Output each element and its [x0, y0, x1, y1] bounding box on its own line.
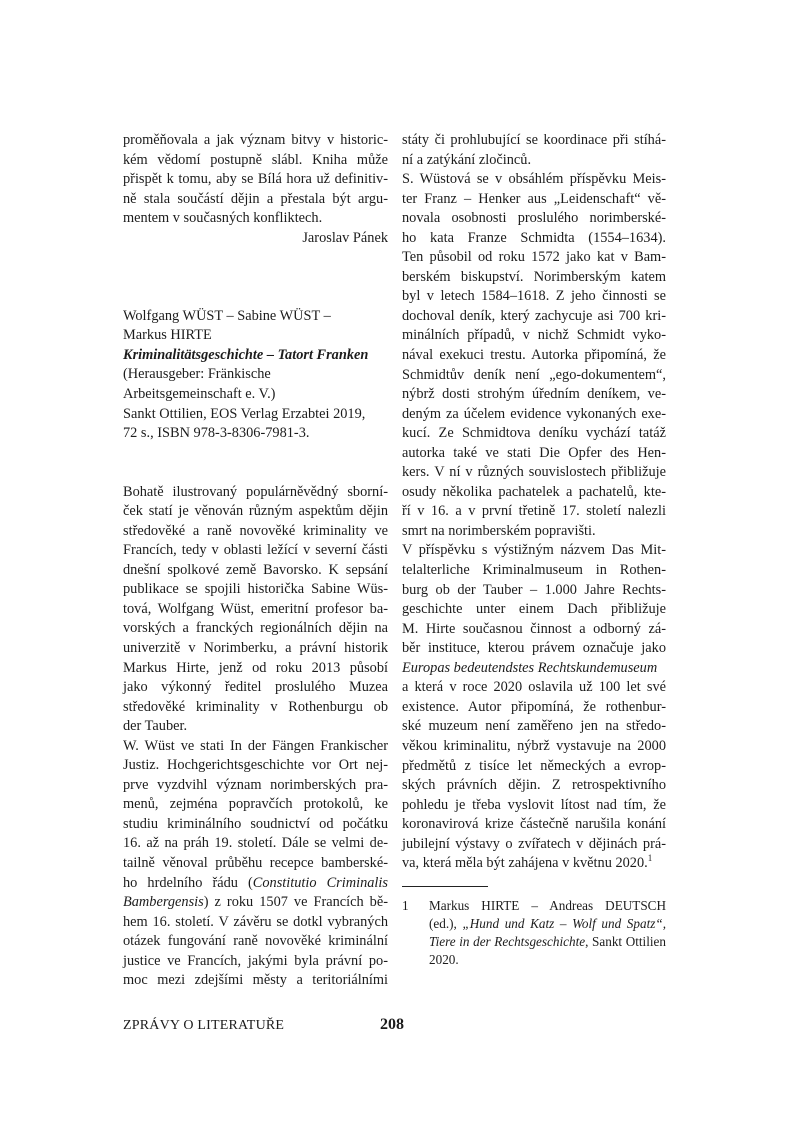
text-line: M. Hirte současnou činnost a odborný zá-: [402, 620, 666, 637]
text-line: [402, 854, 666, 874]
text-line: věkou kriminalitu, nýbrž vystavuje na 2000: [402, 737, 666, 754]
text-line: [429, 915, 666, 933]
review-end-paragraph: [123, 131, 388, 248]
text-line: berském biskupství. Norimberským katem: [402, 268, 666, 285]
text-line: autorka také ve stati Die Opfer des Hen-: [402, 444, 666, 461]
text-line: kucí. Ze Schmidtova deníku vychází tatáž: [402, 425, 666, 442]
text-line: dochoval deník, který zachycuje asi 700 kri-: [402, 307, 666, 324]
text-line: minálních případů, v nichž Schmidt vyko-: [402, 327, 666, 344]
citation-editor: (Herausgeber: Fränkische: [123, 366, 271, 383]
text-line: kers. V ní v různých souvislostech přibližuje: [402, 464, 666, 481]
text-line: smrt na norimberském popravišti.: [402, 522, 596, 539]
text-line: proměňovala a jak význam bitvy v historic-: [123, 132, 388, 148]
text-line: telalterliche Kriminalmuseum in Rothen-: [402, 562, 666, 579]
right-column: [402, 131, 666, 969]
citation-authors: Markus HIRTE: [123, 327, 212, 344]
citation-editor: Arbeitsgemeinschaft e. V.): [123, 385, 276, 402]
text-line: otázek fungování raně novověké kriminální: [123, 933, 388, 950]
text-line: hem 16. století. V závěru se dotkl vybraných: [123, 913, 388, 930]
text-line: Schmidtův deník není „ego-dokumentem“,: [402, 366, 666, 383]
text-line: V příspěvku s výstižným názvem Das Mit-: [402, 542, 666, 559]
text-line: ter Franz – Henker aus „Leidenschaft“ vě-: [402, 190, 666, 207]
review-paragraph: [402, 170, 666, 541]
text-line: prve vyzdvihl význam norimberských pra-: [123, 776, 388, 793]
text-line: Markus HIRTE – Andreas DEUTSCH: [429, 897, 666, 913]
text-line: menů, zejména popravčích protokolů, ke: [123, 796, 388, 813]
text-line: Francích, tedy v oblasti ležící v severní části: [123, 542, 388, 559]
footnote-divider: [402, 886, 488, 887]
text-line: ské muzeum není zaměřeno jen na středo-: [402, 718, 666, 735]
page-number: 208: [380, 1016, 404, 1033]
continued-paragraph: [402, 131, 666, 170]
text-line: S. Wüstová se v obsáhlém příspěvku Meis-: [402, 171, 666, 188]
text-line: [123, 893, 388, 913]
text-line: ček statí je věnován různým aspektům dějin: [123, 503, 388, 520]
text-line: [123, 874, 388, 894]
text-line: nával exekuci trestu. Autorka připomíná, že: [402, 347, 666, 364]
text-line: ho kata Franze Schmidta (1554–1634).: [402, 229, 666, 246]
citation-title: Kriminalitätsgeschichte – Tatort Franken: [123, 346, 369, 363]
text-line: deným za účelem evidence vykonaných exe-: [402, 405, 666, 422]
text-line: nýbrž dosti strohým úředním deníkem, ve-: [402, 386, 666, 403]
text-line: existence. Autor připomíná, že rothenbur-: [402, 698, 666, 715]
text-line: Markus Hirte, jenž od roku 2013 působí: [123, 659, 388, 676]
text-line: studiu kriminálního soudnictví od počátku: [123, 815, 388, 832]
text-line: tailně věnoval průběhu recepce bamberské-: [123, 855, 388, 871]
italic-title: Constitutio Criminalis: [252, 874, 388, 891]
footnote-reference[interactable]: 1: [647, 853, 653, 864]
text-line: ských právních dějin. Z retrospektivního: [402, 777, 666, 794]
text-line: Justiz. Hochgerichtsgeschichte vor Ort nej-: [123, 757, 388, 774]
text-line: a která v roce 2020 oslavila už 100 let své: [402, 679, 666, 696]
text-line: středověké kriminality v Rothenburgu ob: [123, 698, 388, 715]
text-line: ří v 16. a v první třetině 17. století nalezli: [402, 503, 666, 520]
text-line: státy či prohlubující se koordinace při stíhá-: [402, 132, 666, 148]
citation-isbn: 72 s., ISBN 978-3-8306-7981-3.: [123, 425, 310, 442]
text-line: der Tauber.: [123, 718, 188, 735]
text-run: (ed.),: [429, 915, 463, 931]
review-paragraph: [123, 483, 388, 737]
book-citation: [123, 307, 388, 444]
text-line: Ten působil od roku 1572 jako kat v Bam-: [402, 249, 666, 266]
text-line: dnešní spolkové země Bavorsko. K sepsání: [123, 561, 388, 578]
text-line: pohledu je třeba vyslovit lítost nad tím, že: [402, 796, 666, 813]
footnote: [402, 897, 666, 969]
text-line: běr instituce, kterou právem označuje jako: [402, 640, 666, 657]
text-line: kém vědomí postupně slábl. Kniha může: [123, 151, 388, 168]
text-line: vorských a franckých regionálních dějin na: [123, 620, 388, 637]
text-line: ně stala součástí dějin a přestala být argu-: [123, 190, 388, 207]
text-line: jubilejní výstavy o zvířatech v dějinách prá-: [402, 835, 666, 852]
text-line: novala osobnosti proslulého norimberské-: [402, 210, 666, 227]
text-line: burg ob der Tauber – 1.000 Jahre Rechts-: [402, 581, 666, 598]
text-run: ) z roku 1507 ve Francích bě-: [203, 894, 388, 911]
text-line: publikace se spojili historička Sabine Wüs-: [123, 581, 388, 598]
text-line: předmětů z tisíce let německých a evrop-: [402, 757, 666, 774]
text-line: přispět k tomu, aby se Bílá hora už definitiv-: [123, 171, 388, 188]
citation-authors: Wolfgang WÜST – Sabine WÜST –: [123, 307, 331, 324]
text-line: jako výkonný ředitel proslulého Muzea: [123, 679, 388, 696]
text-line: moc mezi zdejšími městy a teritoriálními: [123, 972, 388, 989]
italic-title: Tiere in der Rechtsgeschichte: [429, 933, 586, 949]
footnote-text: [429, 897, 666, 969]
text-run: , Sankt Ottilien: [585, 933, 666, 949]
citation-publisher: Sankt Ottilien, EOS Verlag Erzabtei 2019,: [123, 405, 366, 422]
text-run: ho hrdelního řádu (: [123, 874, 253, 891]
text-line: koronavirová krize částečně narušila konání: [402, 816, 666, 833]
text-line: ní a zatýkání zločinců.: [402, 151, 532, 168]
text-line: Bohatě ilustrovaný populárněvědný sborní-: [123, 483, 388, 500]
text-line: tová, Wolfgang Wüst, emeritní profesor ba-: [123, 600, 388, 617]
review-paragraph: [402, 541, 666, 873]
text-line: byl v letech 1584–1618. Z jeho činnosti se: [402, 288, 666, 305]
text-line: univerzitě v Norimberku, a právní historik: [123, 639, 388, 656]
text-line: justice ve Francích, jakými byla právní po-: [123, 952, 388, 969]
text-line: středověké a raně novověké kriminality ve: [123, 522, 388, 539]
italic-title: „Hund und Katz – Wolf und Spatz“,: [462, 915, 666, 931]
italic-title: Europas bedeutendstes Rechtskundemuseum: [402, 659, 658, 676]
text-line: 16. až na práh 19. století. Dále se velmi de-: [123, 835, 388, 852]
reviewer-signature: Jaroslav Pánek: [302, 229, 388, 246]
review-paragraph: [123, 737, 388, 991]
journal-section-title: ZPRÁVY O LITERATUŘE: [123, 1018, 285, 1033]
text-line: geschichte unter einem Dach přibližuje: [402, 601, 666, 618]
left-column: [123, 131, 388, 991]
text-line: W. Wüst ve stati In der Fängen Frankischer: [123, 737, 388, 754]
italic-title: Bambergensis: [123, 894, 204, 911]
footnote-number: 1: [402, 897, 409, 913]
text-run: va, která měla být zahájena v květnu 2020.: [402, 855, 648, 872]
text-line: osudy několika pachatelek a pachatelů, kte-: [402, 483, 666, 500]
text-line: mentem v současných konfliktech.: [123, 210, 323, 227]
text-line: [429, 933, 666, 951]
text-line: 2020.: [429, 951, 459, 967]
